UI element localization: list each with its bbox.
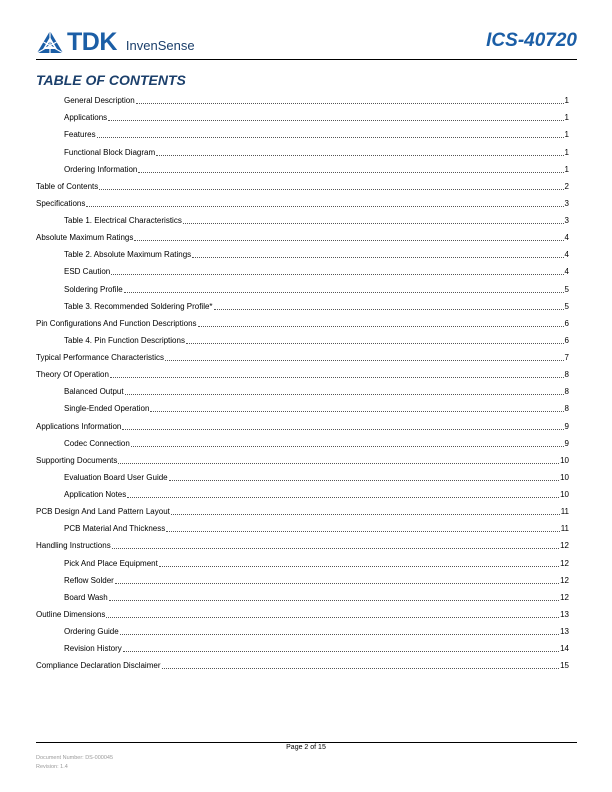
toc-entry-text: Functional Block Diagram [64,147,156,157]
toc-entry-page: 3 [564,198,569,208]
toc-leader-dots [156,155,563,156]
toc-leader-dots [112,548,559,549]
toc-entry[interactable] [36,397,569,414]
toc-list [36,89,569,671]
toc-entry-text: Table 4. Pin Function Descriptions [64,335,185,345]
toc-entry[interactable] [36,466,569,483]
toc-entry[interactable] [36,329,569,346]
toc-entry[interactable] [36,175,569,192]
part-number: ICS-40720 [486,30,577,51]
toc-leader-dots [123,651,559,652]
toc-entry-page: 8 [564,387,569,397]
toc-entry-text: Reflow Solder [64,575,114,585]
toc-entry[interactable] [36,106,569,123]
page-header [36,28,577,60]
toc-entry[interactable] [36,637,569,654]
header-divider [36,59,577,60]
toc-entry-text: Theory Of Operation [36,370,109,380]
toc-leader-dots [169,480,559,481]
toc-entry-text: Evaluation Board User Guide [64,472,168,482]
toc-leader-dots [186,343,564,344]
toc-entry[interactable] [36,209,569,226]
toc-leader-dots [136,103,564,104]
toc-entry-text: Supporting Documents [36,455,118,465]
toc-entry-text: Single-Ended Operation [64,404,150,414]
toc-entry-text: PCB Material And Thickness [64,524,166,534]
toc-entry-text: Application Notes [64,490,127,499]
toc-entry-page: 10 [560,490,569,499]
toc-entry-page: 9 [564,421,569,431]
toc-entry-page: 4 [564,233,569,243]
toc-entry-text: Ordering Information [64,164,138,174]
toc-leader-dots [111,274,563,275]
toc-leader-dots [214,309,564,310]
toc-entry-text: Features [64,130,96,140]
toc-entry-text: Table 3. Recommended Soldering Profile* [64,301,213,311]
toc-entry-text: Table of Contents [36,181,99,191]
toc-entry[interactable] [36,603,569,620]
toc-entry-text: Ordering Guide [64,627,119,636]
toc-entry-text: Pin Configurations And Function Descriptions [36,318,197,328]
toc-entry[interactable] [36,654,569,671]
toc-entry-page: 1 [564,147,569,157]
toc-entry[interactable] [36,312,569,329]
toc-entry[interactable] [36,158,569,175]
toc-entry-text: Revision History [64,644,122,654]
toc-entry-page: 6 [564,318,569,328]
toc-entry-text: Absolute Maximum Ratings [36,233,134,243]
toc-entry-page: 8 [564,370,569,380]
toc-entry-text: Balanced Output [64,387,124,397]
toc-leader-dots [99,189,563,190]
toc-leader-dots [108,120,563,121]
toc-leader-dots [127,497,559,498]
toc-entry-page: 3 [564,216,569,225]
revision: Revision: 1.4 [36,764,68,770]
toc-leader-dots [109,600,559,601]
toc-entry-text: PCB Design And Land Pattern Layout [36,507,170,517]
toc-entry-page: 6 [564,335,569,345]
tdk-logo [36,28,195,56]
toc-entry[interactable] [36,380,569,397]
toc-entry[interactable] [36,226,569,243]
toc-entry[interactable] [36,586,569,603]
toc-leader-dots [162,668,560,669]
toc-entry-page: 12 [560,558,569,568]
toc-entry-text: Outline Dimensions [36,609,106,619]
toc-entry-page: 1 [564,130,569,140]
toc-entry-page: 4 [564,267,569,277]
toc-entry-page: 8 [564,404,569,414]
toc-entry-text: Handling Instructions [36,541,111,551]
toc-entry[interactable] [36,620,569,637]
toc-entry-page: 13 [560,609,569,619]
toc-entry-page: 12 [560,541,569,551]
toc-entry-page: 5 [564,284,569,294]
toc-entry[interactable] [36,260,569,277]
toc-entry-page: 12 [560,592,569,602]
toc-entry-text: Table 1. Electrical Characteristics [64,216,182,225]
toc-leader-dots [159,566,559,567]
brand-name: TDK [67,28,117,56]
tdk-triangle-icon [36,30,64,54]
toc-leader-dots [198,326,564,327]
toc-entry-text: Pick And Place Equipment [64,558,158,568]
toc-entry-page: 5 [564,301,569,311]
toc-entry[interactable] [36,551,569,568]
toc-entry[interactable] [36,569,569,586]
toc-entry-text: General Description [64,96,135,106]
toc-entry[interactable] [36,277,569,294]
toc-leader-dots [120,634,559,635]
toc-entry-page: 2 [564,181,569,191]
toc-entry-text: Applications Information [36,421,122,431]
toc-entry-text: Board Wash [64,592,108,602]
toc-entry-text: Applications [64,113,108,123]
toc-entry-page: 14 [560,644,569,654]
toc-entry-page: 10 [560,472,569,482]
toc-entry-text: Compliance Declaration Disclaimer [36,661,161,671]
toc-leader-dots [192,257,563,258]
toc-leader-dots [166,531,559,532]
toc-entry-text: Codec Connection [64,438,130,448]
toc-entry[interactable] [36,192,569,209]
page-number: Page 2 of 15 [286,744,326,751]
toc-entry-page: 7 [564,353,569,362]
toc-entry[interactable] [36,449,569,466]
toc-leader-dots [122,429,563,430]
toc-leader-dots [171,514,560,515]
toc-entry-page: 1 [564,113,569,123]
toc-entry[interactable] [36,414,569,431]
toc-entry-text: Specifications [36,198,86,208]
document-number: Document Number: DS-000045 [36,755,114,761]
toc-entry-page: 15 [560,661,569,671]
toc-entry[interactable] [36,89,569,106]
toc-title: TABLE OF CONTENTS [36,72,186,88]
toc-entry[interactable] [36,363,569,380]
toc-entry[interactable] [36,534,569,551]
toc-leader-dots [165,360,564,361]
toc-leader-dots [110,377,564,378]
toc-leader-dots [138,172,563,173]
toc-entry-page: 1 [564,96,569,106]
toc-leader-dots [124,292,564,293]
toc-entry-text: Typical Performance Characteristics [36,353,165,362]
toc-entry[interactable] [36,140,569,157]
toc-entry-page: 9 [564,438,569,448]
toc-entry-page: 10 [560,455,569,465]
brand-subname: InvenSense [125,38,195,53]
toc-entry[interactable] [36,295,569,312]
toc-entry-page: 11 [560,507,569,517]
toc-leader-dots [86,206,563,207]
toc-entry-page: 13 [560,627,569,636]
toc-entry[interactable] [36,500,569,517]
toc-leader-dots [118,463,559,464]
toc-entry-page: 4 [564,250,569,260]
toc-leader-dots [183,223,564,224]
toc-entry[interactable] [36,346,569,363]
footer-divider [36,742,577,743]
toc-entry-page: 12 [560,575,569,585]
toc-entry-text: Soldering Profile [64,284,123,294]
document-info [36,754,113,772]
toc-leader-dots [125,394,564,395]
toc-leader-dots [106,617,559,618]
toc-entry[interactable] [36,123,569,140]
toc-leader-dots [131,446,564,447]
toc-entry-text: Table 2. Absolute Maximum Ratings [64,250,192,260]
toc-entry[interactable] [36,243,569,260]
toc-entry[interactable] [36,517,569,534]
toc-entry-text: ESD Caution [64,267,111,277]
toc-leader-dots [134,240,563,241]
toc-entry[interactable] [36,483,569,500]
toc-entry-page: 1 [564,164,569,174]
toc-entry[interactable] [36,432,569,449]
toc-leader-dots [115,583,559,584]
toc-leader-dots [97,137,564,138]
toc-entry-page: 11 [560,524,569,534]
toc-leader-dots [150,411,563,412]
